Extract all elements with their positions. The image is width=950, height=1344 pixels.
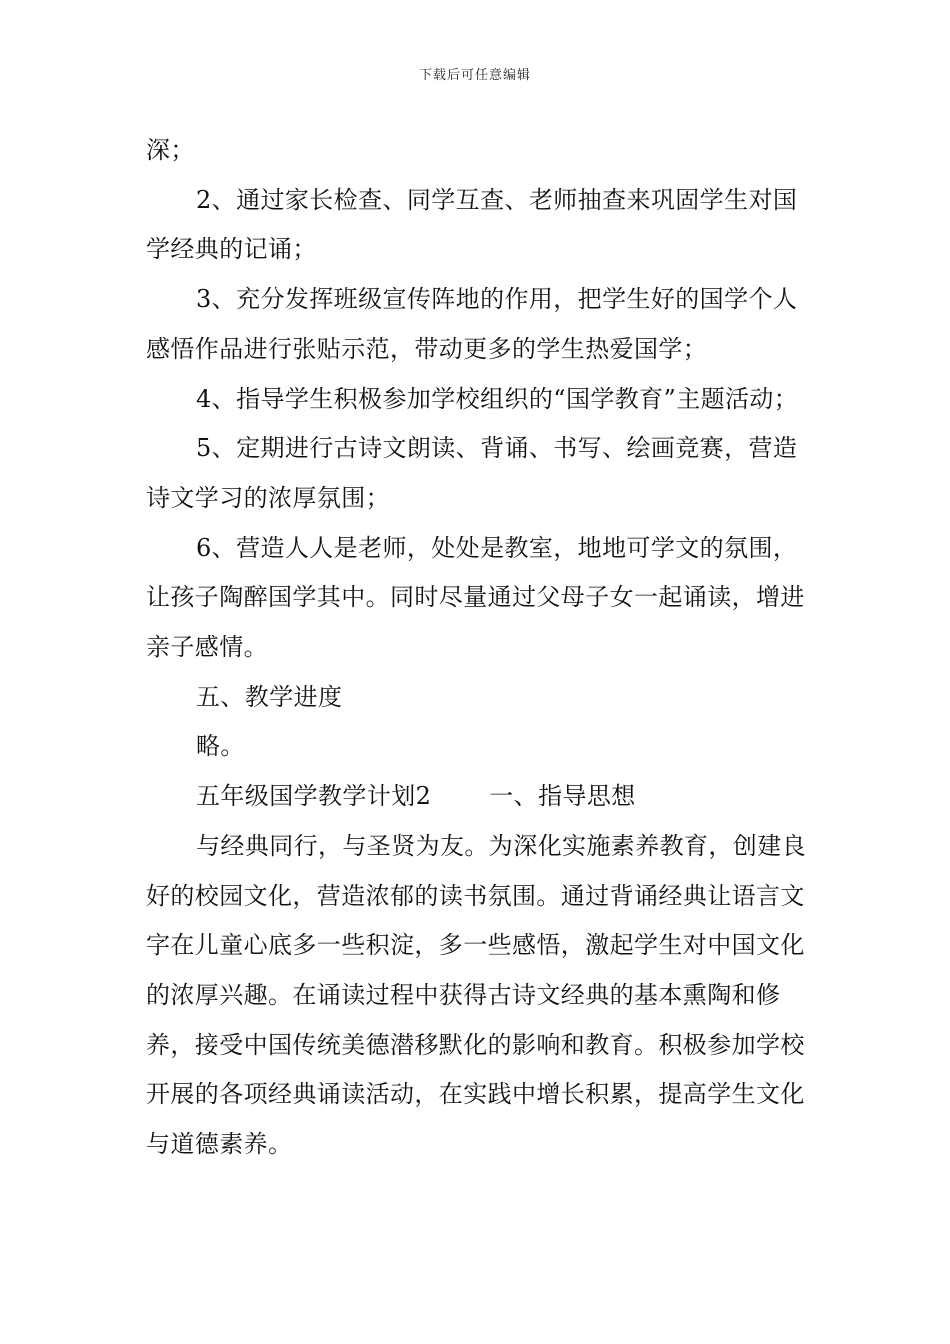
paragraph-item-2: 2、通过家长检查、同学互查、老师抽查来巩固学生对国学经典的记诵； [146,185,798,264]
paragraph-item-5: 5、定期进行古诗文朗读、背诵、书写、绘画竞赛，营造诗文学习的浓厚氛围； [146,434,798,512]
paragraph-guiding-ideology: 与经典同行，与圣贤为友。为深化实施素养教育，创建良好的校园文化，营造浓郁的读书氛围。通过背诵经典让语言文字在儿童心底多一些积淀，多一些感悟，激起学生对中国文化的浓厚兴趣。在诵读过程中获得古诗文经典的基本熏陶和修养，接受中国传统美德潜移默化的影响和教育。积极参加学校开展的各项经典诵读活动，在实践中增长积累，提高学生文化与道德素养。 [146,831,806,1159]
paragraph-omitted: 略。 [196,732,245,761]
paragraph-item-3: 3、充分发挥班级宣传阵地的作用，把学生好的国学个人感悟作品进行张贴示范，带动更多的学生热爱国学； [146,285,798,363]
paragraph-item-6: 6、营造人人是老师，处处是教室，地地可学文的氛围，让孩子陶醉国学其中。同时尽量通过父母子女一起诵读，增进亲子感情。 [146,533,805,662]
paragraph-item-4: 4、指导学生积极参加学校组织的“国学教育”主题活动； [196,384,799,413]
document-body [146,126,812,1170]
plan-title-line [146,772,812,822]
page-header-note: 下载后可任意编辑 [418,68,531,83]
paragraph-continuation: 深； [146,136,195,164]
plan-title: 五年级国学教学计划2 [196,782,432,811]
section-heading-teaching-progress: 五、教学进度 [196,682,343,711]
section-heading-guiding-ideology: 一、指导思想 [489,782,636,811]
